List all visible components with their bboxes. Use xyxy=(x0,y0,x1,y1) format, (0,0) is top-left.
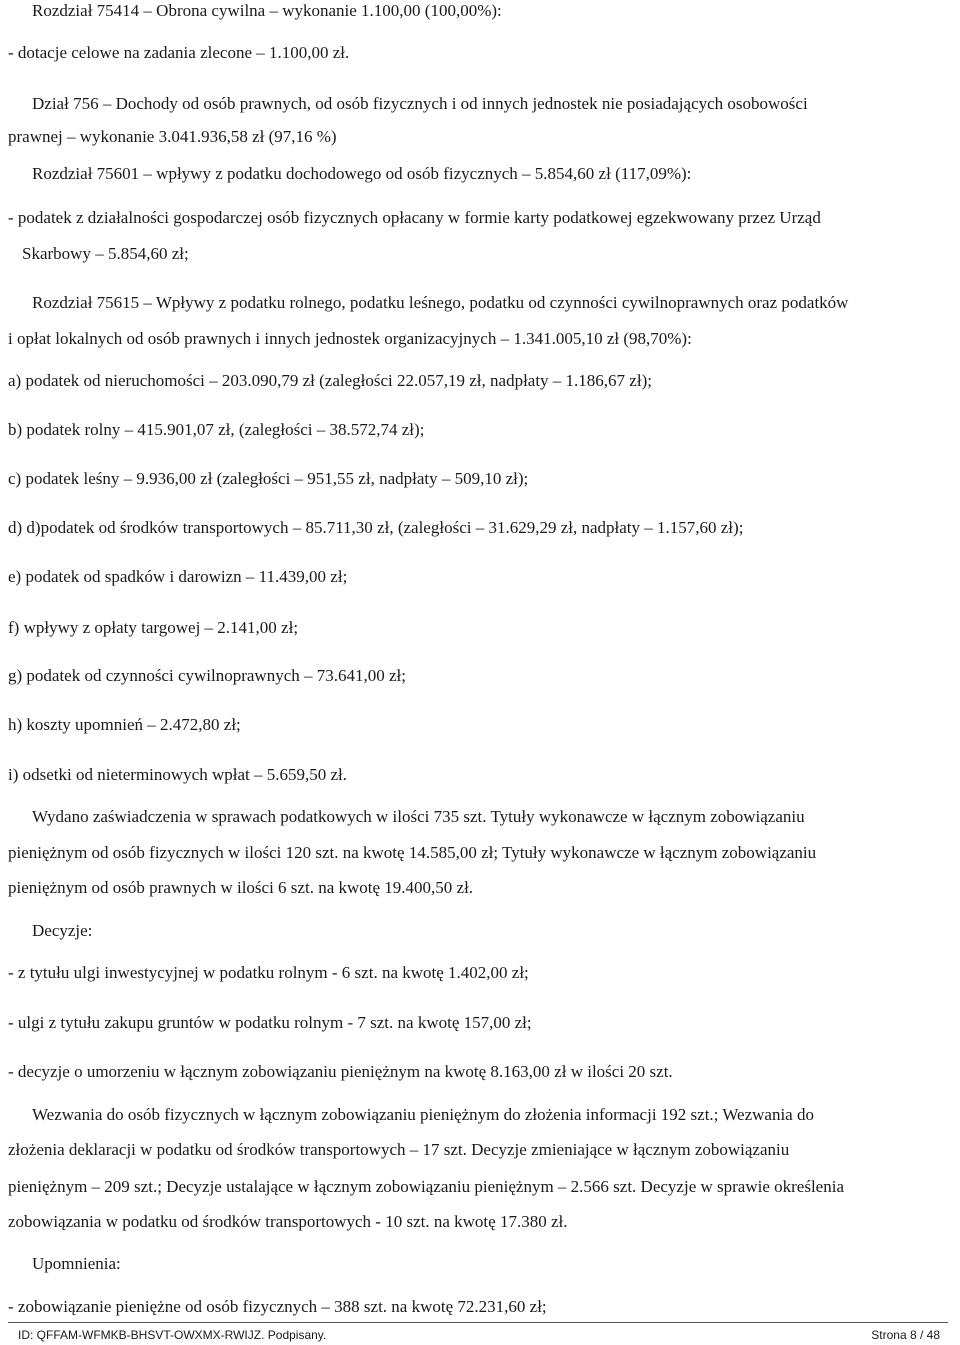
text-line: pieniężnym od osób fizycznych w ilości 120 szt. na kwotę 14.585,00 zł; Tytuły wykonawcze w łącznym zobowiązaniu xyxy=(8,843,817,862)
text-line: Skarbowy – 5.854,60 zł; xyxy=(22,244,189,263)
text-line: g) podatek od czynności cywilnoprawnych – 73.641,00 zł; xyxy=(8,666,406,685)
text-line: d) d)podatek od środków transportowych – 85.711,30 zł, (zaległości – 31.629,29 zł, nadpłaty – 1.157,60 zł); xyxy=(8,518,744,537)
text-line: i) odsetki od nieterminowych wpłat – 5.659,50 zł. xyxy=(8,765,347,784)
page-number: Strona 8 / 48 xyxy=(871,1328,940,1342)
text-line: i opłat lokalnych od osób prawnych i innych jednostek organizacyjnych – 1.341.005,10 zł (98,70%): xyxy=(8,329,692,348)
text-line: Decyzje: xyxy=(32,921,93,940)
text-line: - podatek z działalności gospodarczej osób fizycznych opłacany w formie karty podatkowej egzekwowany przez Urząd xyxy=(8,208,821,227)
text-line: zobowiązania w podatku od środków transportowych - 10 szt. na kwotę 17.380 zł. xyxy=(8,1212,568,1231)
text-line: prawnej – wykonanie 3.041.936,58 zł (97,16 %) xyxy=(8,127,337,146)
text-line: - zobowiązanie pieniężne od osób fizycznych – 388 szt. na kwotę 72.231,60 zł; xyxy=(8,1297,547,1316)
text-line: Wezwania do osób fizycznych w łącznym zobowiązaniu pieniężnym do złożenia informacji 192 szt.; Wezwania do xyxy=(32,1105,814,1124)
text-line: Dział 756 – Dochody od osób prawnych, od osób fizycznych i od innych jednostek nie posiadających osobowości xyxy=(32,94,808,113)
text-line: a) podatek od nieruchomości – 203.090,79 zł (zaległości 22.057,19 zł, nadpłaty – 1.186,67 zł); xyxy=(8,371,652,390)
text-line: b) podatek rolny – 415.901,07 zł, (zaległości – 38.572,74 zł); xyxy=(8,420,425,439)
text-line: - dotacje celowe na zadania zlecone – 1.100,00 zł. xyxy=(8,43,350,62)
text-line: pieniężnym od osób prawnych w ilości 6 szt. na kwotę 19.400,50 zł. xyxy=(8,878,474,897)
text-line: - decyzje o umorzeniu w łącznym zobowiązaniu pieniężnym na kwotę 8.163,00 zł w ilości 20 szt. xyxy=(8,1062,673,1081)
page-footer xyxy=(8,1322,948,1342)
text-line: f) wpływy z opłaty targowej – 2.141,00 zł; xyxy=(8,618,299,637)
text-line: h) koszty upomnień – 2.472,80 zł; xyxy=(8,715,241,734)
text-line: c) podatek leśny – 9.936,00 zł (zaległości – 951,55 zł, nadpłaty – 509,10 zł); xyxy=(8,469,529,488)
text-line: Wydano zaświadczenia w sprawach podatkowych w ilości 735 szt. Tytuły wykonawcze w łącznym zobowiązaniu xyxy=(32,807,805,826)
text-line: pieniężnym – 209 szt.; Decyzje ustalające w łącznym zobowiązaniu pieniężnym – 2.566 szt. Decyzje w sprawie określenia xyxy=(8,1177,844,1196)
text-line: - z tytułu ulgi inwestycyjnej w podatku rolnym - 6 szt. na kwotę 1.402,00 zł; xyxy=(8,963,529,982)
text-line: Rozdział 75615 – Wpływy z podatku rolnego, podatku leśnego, podatku od czynności cywilnoprawnych oraz podatków xyxy=(32,293,849,312)
text-line: złożenia deklaracji w podatku od środków transportowych – 17 szt. Decyzje zmieniające w łącznym zobowiązaniu xyxy=(8,1140,790,1159)
text-line: - ulgi z tytułu zakupu gruntów w podatku rolnym - 7 szt. na kwotę 157,00 zł; xyxy=(8,1013,532,1032)
text-line: Rozdział 75601 – wpływy z podatku dochodowego od osób fizycznych – 5.854,60 zł (117,09%): xyxy=(32,164,692,183)
document-id: ID: QFFAM-WFMKB-BHSVT-OWXMX-RWIJZ. Podpisany. xyxy=(18,1328,327,1342)
text-line: e) podatek od spadków i darowizn – 11.439,00 zł; xyxy=(8,567,348,586)
text-line: Rozdział 75414 – Obrona cywilna – wykonanie 1.100,00 (100,00%): xyxy=(32,1,502,20)
text-line: Upomnienia: xyxy=(32,1254,121,1273)
